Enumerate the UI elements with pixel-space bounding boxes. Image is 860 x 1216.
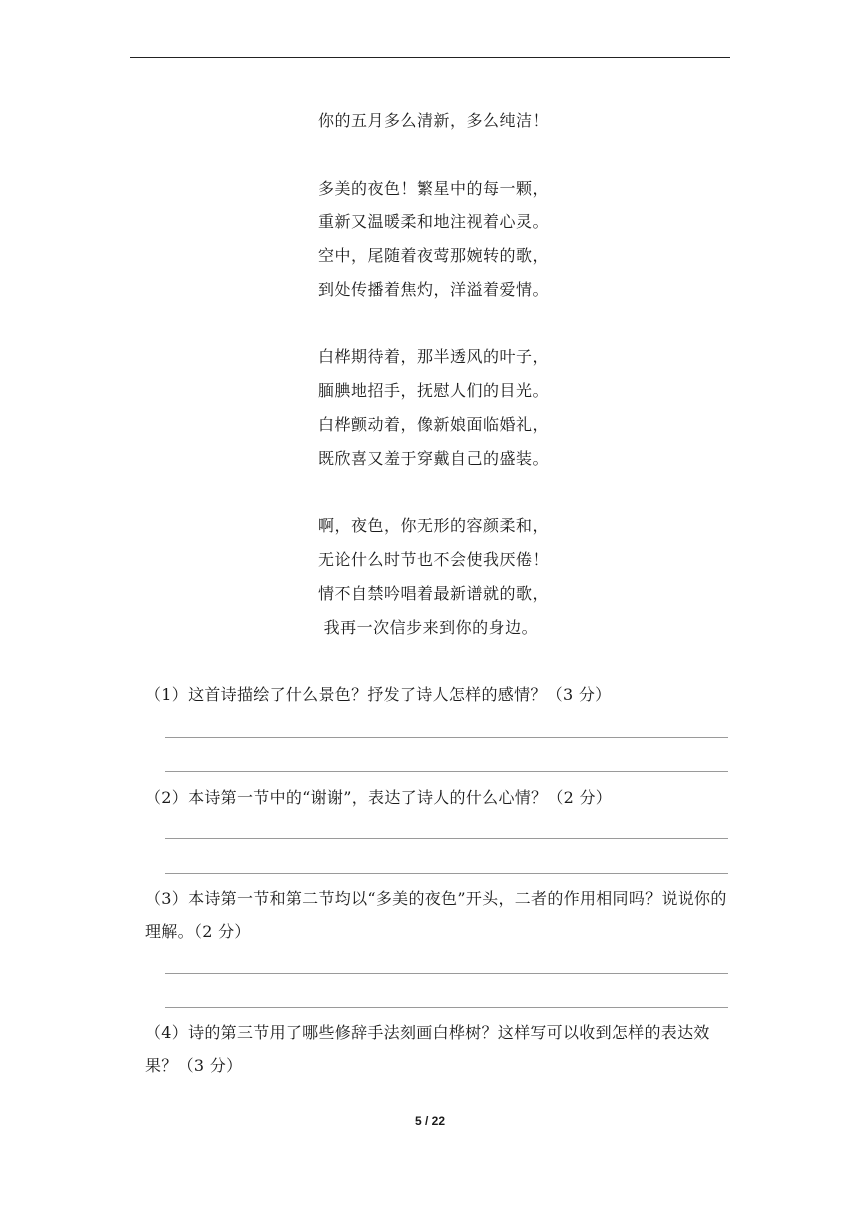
poem-line: 情不自禁吟唱着最新谱就的歌， — [318, 584, 550, 603]
answer-line[interactable] — [165, 873, 728, 874]
poem-line: 无论什么时节也不会使我厌倦！ — [318, 550, 550, 569]
question-4: （4）诗的第三节用了哪些修辞手法刻画白桦树？这样写可以收到怎样的表达效果？（3 分） — [145, 1023, 710, 1075]
question-2: （2）本诗第一节中的“谢谢”，表达了诗人的什么心情？（2 分） — [145, 788, 613, 807]
poem-line: 重新又温暖柔和地注视着心灵。 — [318, 212, 550, 231]
answer-line[interactable] — [165, 737, 728, 738]
poem-line: 啊，夜色，你无形的容颜柔和， — [318, 516, 550, 535]
poem-line: 多美的夜色！繁星中的每一颗， — [318, 179, 550, 198]
answer-line[interactable] — [165, 973, 728, 974]
answer-line[interactable] — [165, 1007, 728, 1008]
poem-line: 白桦颤动着，像新娘面临婚礼， — [318, 415, 550, 434]
poem-line: 到处传播着焦灼，洋溢着爱情。 — [318, 280, 550, 299]
poem-line: 你的五月多么清新，多么纯洁！ — [318, 111, 550, 130]
answer-line[interactable] — [165, 771, 728, 772]
poem-line: 我再一次信步来到你的身边。 — [318, 618, 539, 637]
question-3: （3）本诗第一节和第二节均以“多美的夜色”开头，二者的作用相同吗？说说你的理解。（2 分） — [145, 889, 727, 941]
header-rule — [130, 57, 730, 58]
poem-line: 腼腆地招手，抚慰人们的目光。 — [318, 381, 550, 400]
poem-line: 既欣喜又羞于穿戴自己的盛装。 — [318, 449, 550, 468]
poem-line: 空中，尾随着夜莺那婉转的歌， — [318, 246, 550, 265]
poem-line: 白桦期待着，那半透风的叶子， — [318, 347, 550, 366]
question-1: （1）这首诗描绘了什么景色？抒发了诗人怎样的感情？（3 分） — [145, 685, 612, 704]
page-number: 5 / 22 — [414, 1114, 446, 1128]
answer-line[interactable] — [165, 838, 728, 839]
